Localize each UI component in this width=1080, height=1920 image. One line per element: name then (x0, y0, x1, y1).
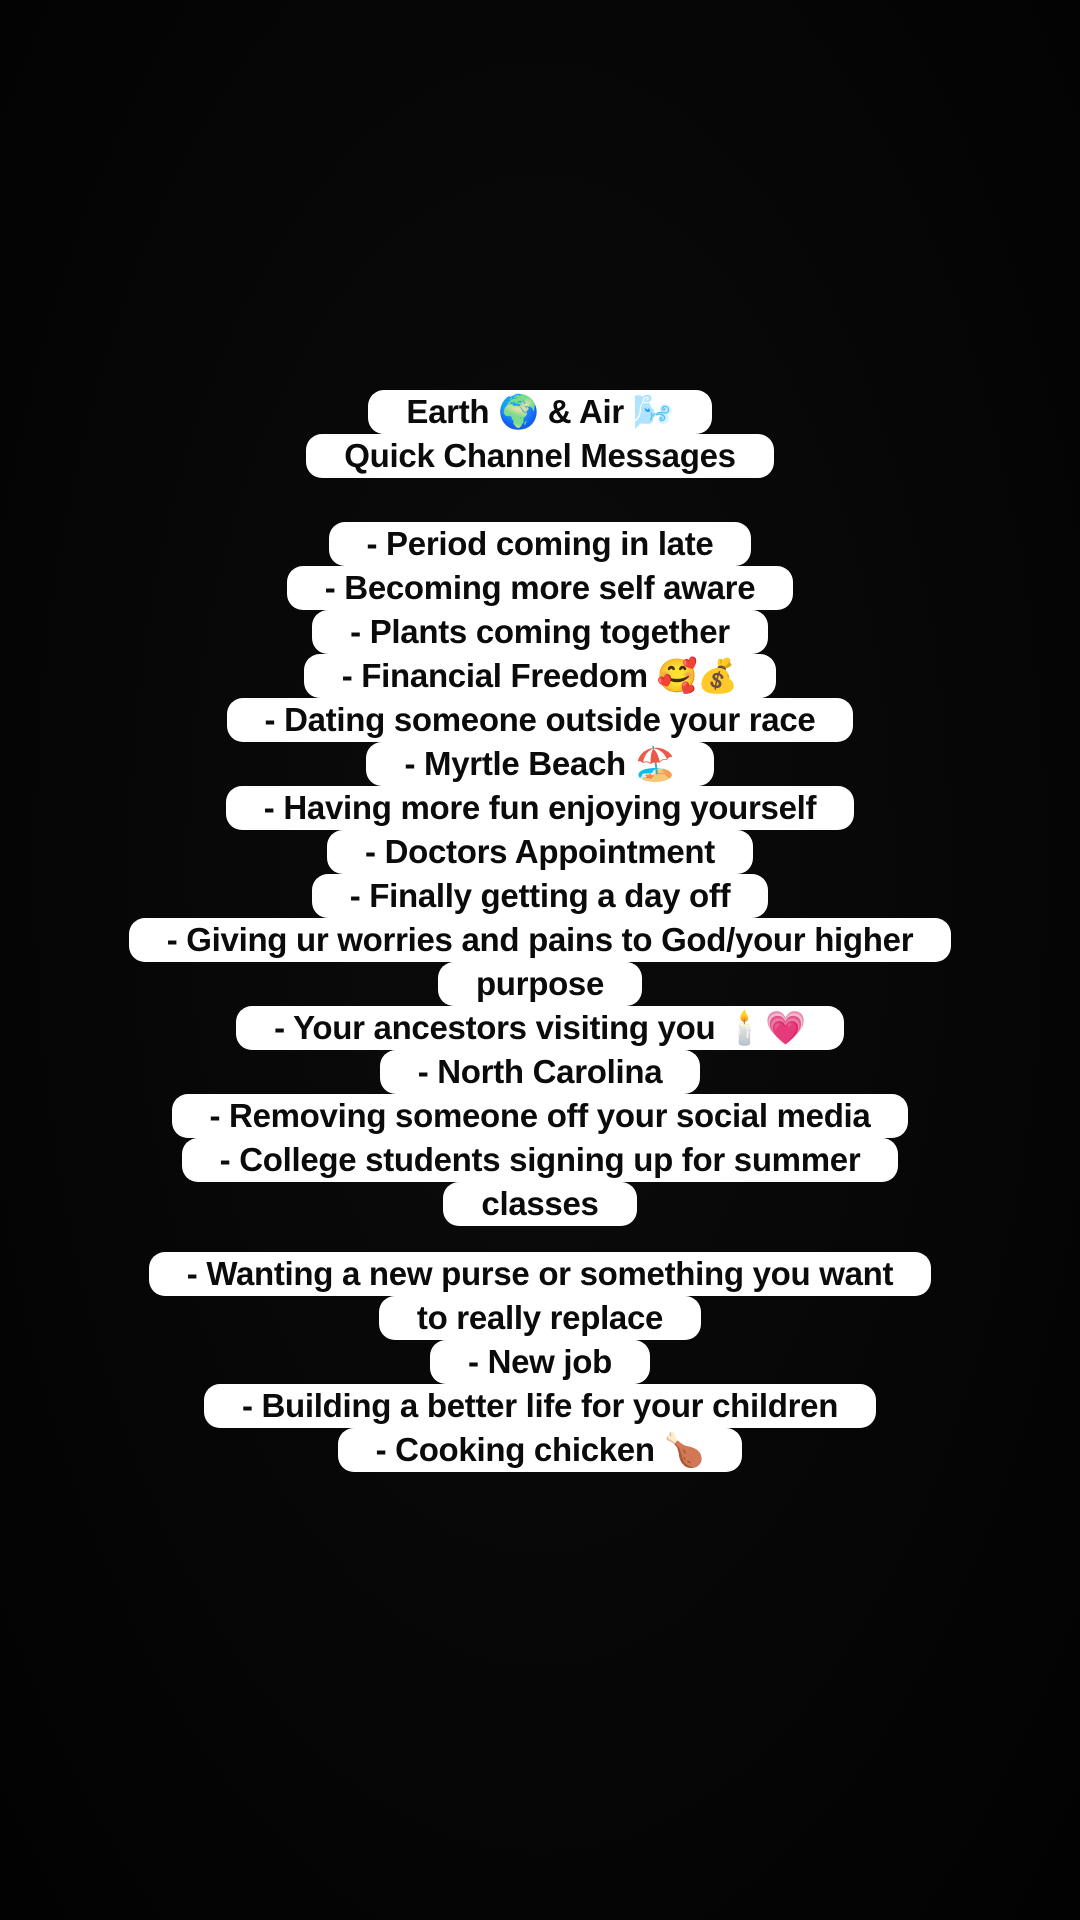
message-line: - Dating someone outside your race (227, 698, 854, 742)
messages-caption-2 (0, 1252, 1080, 1472)
title-line-2: Quick Channel Messages (306, 434, 773, 478)
message-line: - Wanting a new purse or something you want (149, 1252, 931, 1296)
message-line: - College students signing up for summer (182, 1138, 899, 1182)
message-line: purpose (438, 962, 642, 1006)
message-line: - Finally getting a day off (312, 874, 769, 918)
message-line: - Cooking chicken 🍗 (338, 1428, 743, 1472)
message-line: - Period coming in late (329, 522, 752, 566)
message-line: - Giving ur worries and pains to God/your higher (129, 918, 952, 962)
title-caption (0, 390, 1080, 478)
title-line-1: Earth 🌍 & Air 🌬️ (368, 390, 711, 434)
message-line: - Becoming more self aware (287, 566, 794, 610)
message-line: to really replace (379, 1296, 701, 1340)
message-line: - North Carolina (380, 1050, 701, 1094)
message-line: - Doctors Appointment (327, 830, 753, 874)
message-line: - New job (430, 1340, 650, 1384)
message-line: - Removing someone off your social media (172, 1094, 909, 1138)
message-line: classes (443, 1182, 636, 1226)
message-line: - Myrtle Beach 🏖️ (366, 742, 713, 786)
message-line: - Having more fun enjoying yourself (226, 786, 854, 830)
messages-caption-1 (0, 522, 1080, 1226)
message-line: - Financial Freedom 🥰💰 (304, 654, 776, 698)
message-line: - Your ancestors visiting you 🕯️💗 (236, 1006, 844, 1050)
message-line: - Building a better life for your children (204, 1384, 876, 1428)
message-line: - Plants coming together (312, 610, 768, 654)
